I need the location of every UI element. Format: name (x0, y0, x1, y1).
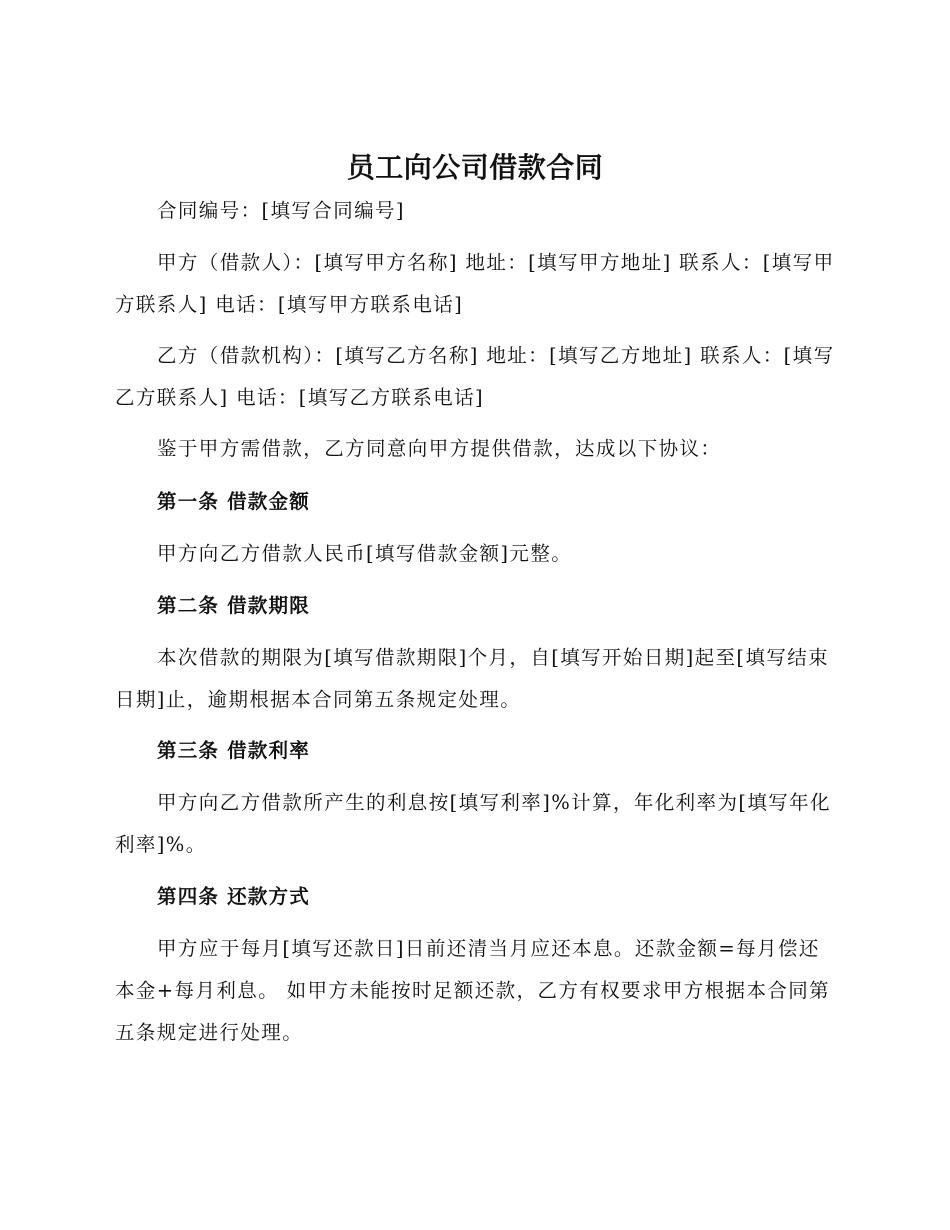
article-2-heading: 第二条 借款期限 (157, 594, 310, 617)
article-3-body: 甲方向乙方借款所产生的利息按[填写利率]%计算，年化利率为[填写年化利率]%。 (115, 791, 831, 856)
document-title: 员工向公司借款合同 (346, 151, 604, 184)
article-4-heading: 第四条 还款方式 (157, 885, 310, 908)
article-3-heading: 第三条 借款利率 (157, 739, 310, 762)
article-2-body: 本次借款的期限为[填写借款期限]个月，自[填写开始日期]起至[填写结束日期]止，逾期根据本合同第五条规定处理。 (115, 646, 830, 711)
article-1-body: 甲方向乙方借款人民币[填写借款金额]元整。 (157, 542, 573, 565)
party-b-info: 乙方（借款机构）：[填写乙方名称] 地址：[填写乙方地址] 联系人：[填写乙方联系人] 电话：[填写乙方联系电话] (115, 344, 835, 409)
contract-number: 合同编号：[填写合同编号] (157, 199, 405, 222)
party-a-info: 甲方（借款人）：[填写甲方名称] 地址：[填写甲方地址] 联系人：[填写甲方联系人] 电话：[填写甲方联系电话] (115, 251, 835, 316)
preamble: 鉴于甲方需借款，乙方同意向甲方提供借款，达成以下协议： (157, 437, 722, 460)
article-4-body: 甲方应于每月[填写还款日]日前还清当月应还本息。还款金额=每月偿还本金+每月利息。 如甲方未能按时足额还款，乙方有权要求甲方根据本合同第五条规定进行处理。 (115, 937, 831, 1044)
article-1-heading: 第一条 借款金额 (157, 490, 310, 513)
